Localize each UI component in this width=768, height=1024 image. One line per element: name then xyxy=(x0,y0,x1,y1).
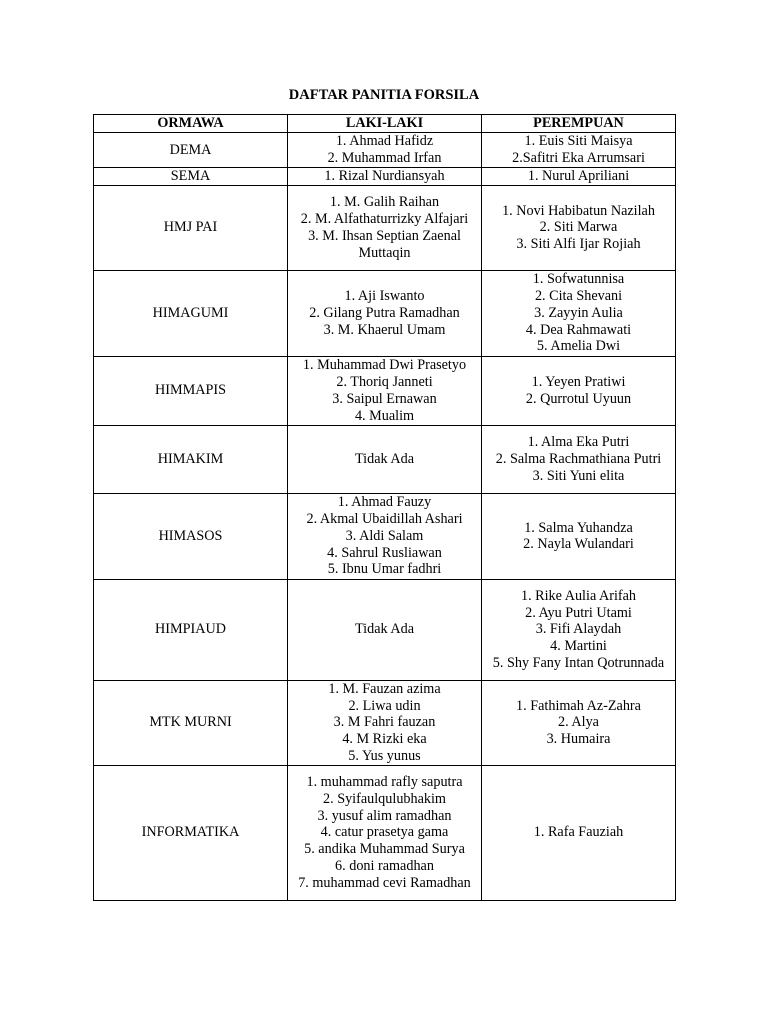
perempuan-cell xyxy=(482,493,676,579)
name-entry: 3. M Fahri fauzan xyxy=(333,714,436,731)
name-entry: 1. Novi Habibatun Nazilah xyxy=(502,202,655,219)
laki-laki-cell xyxy=(288,356,482,425)
ormawa-cell: HIMAGUMI xyxy=(94,270,288,356)
perempuan-cell xyxy=(482,185,676,270)
name-entry: 3. M. Ihsan Septian Zaenal Muttaqin xyxy=(308,227,461,261)
perempuan-cell xyxy=(482,680,676,765)
name-entry: 5. andika Muhammad Surya xyxy=(304,841,465,858)
laki-laki-cell xyxy=(288,765,482,900)
ormawa-cell: MTK MURNI xyxy=(94,680,288,765)
laki-laki-cell xyxy=(288,168,482,186)
name-entry: 1. Rafa Fauziah xyxy=(533,824,624,841)
table-row xyxy=(94,270,676,356)
ormawa-cell: DEMA xyxy=(94,133,288,168)
name-entry: 1. Euis Siti Maisya xyxy=(524,133,633,150)
name-entry: 2. Nayla Wulandari xyxy=(523,536,634,553)
name-entry: 3. Siti Yuni elita xyxy=(532,467,625,484)
name-entry: 3. Saipul Ernawan xyxy=(332,390,437,407)
name-entry: 1. Fathimah Az-Zahra xyxy=(516,697,641,714)
name-entry: 2. Salma Rachmathiana Putri xyxy=(495,450,662,467)
laki-laki-cell xyxy=(288,425,482,493)
name-entry: 1. Ahmad Fauzy xyxy=(337,494,432,511)
perempuan-cell xyxy=(482,168,676,186)
name-entry: 2. Syifaulqulubhakim xyxy=(323,790,446,807)
name-entry: 2. Siti Marwa xyxy=(539,219,618,236)
perempuan-cell xyxy=(482,765,676,900)
table-body xyxy=(94,133,676,901)
table-row xyxy=(94,185,676,270)
name-entry: 2. Liwa udin xyxy=(348,697,421,714)
name-entry: 1. Salma Yuhandza xyxy=(524,519,633,536)
ormawa-cell: HIMPIAUD xyxy=(94,579,288,680)
name-entry: 5. Yus yunus xyxy=(348,747,421,764)
name-entry: 3. yusuf alim ramadhan xyxy=(317,807,452,824)
name-entry: 5. Shy Fany Intan Qotrunnada xyxy=(492,654,665,671)
panitia-table xyxy=(93,114,676,901)
name-entry: 6. doni ramadhan xyxy=(335,857,434,874)
ormawa-cell: INFORMATIKA xyxy=(94,765,288,900)
name-entry: 1. Nurul Apriliani xyxy=(527,168,630,184)
name-entry: 3. Siti Alfi Ijar Rojiah xyxy=(516,236,641,253)
name-entry: 2. Qurrotul Uyuun xyxy=(525,390,632,407)
name-entry: 3. Aldi Salam xyxy=(345,527,424,544)
table-row xyxy=(94,133,676,168)
perempuan-cell xyxy=(482,133,676,168)
name-entry: 1. Rizal Nurdiansyah xyxy=(324,168,445,184)
ormawa-cell: HIMAKIM xyxy=(94,425,288,493)
table-row xyxy=(94,425,676,493)
ormawa-cell: HMJ PAI xyxy=(94,185,288,270)
perempuan-cell xyxy=(482,425,676,493)
name-entry: 1. Yeyen Pratiwi xyxy=(531,374,626,390)
name-entry: 2. Cita Shevani xyxy=(534,288,623,305)
name-entry: 5. Amelia Dwi xyxy=(536,338,621,355)
name-entry: 3. Humaira xyxy=(546,731,611,748)
laki-laki-cell xyxy=(288,680,482,765)
name-entry: 2. Muhammad Irfan xyxy=(327,150,442,166)
name-entry: 2. Thoriq Janneti xyxy=(336,374,433,390)
name-entry: 2. M. Alfathaturrizky Alfajari xyxy=(300,211,469,227)
header-ormawa: ORMAWA xyxy=(94,115,288,133)
perempuan-cell xyxy=(482,356,676,425)
name-entry: 7. muhammad cevi Ramadhan xyxy=(298,874,471,891)
name-entry: 2. Ayu Putri Utami xyxy=(525,604,632,621)
laki-laki-cell xyxy=(288,133,482,168)
document-title: DAFTAR PANITIA FORSILA xyxy=(288,87,480,103)
header-laki-laki: LAKI-LAKI xyxy=(288,115,482,133)
header-perempuan: PEREMPUAN xyxy=(482,115,676,133)
name-entry: 4. Martini xyxy=(550,638,607,655)
name-entry: 1. Ahmad Hafidz xyxy=(335,133,434,150)
name-entry: 1. M. Fauzan azima xyxy=(328,680,441,697)
name-entry: 4. catur prasetya gama xyxy=(320,824,449,841)
name-entry: 1. muhammad rafly saputra xyxy=(306,774,463,790)
name-entry: 4. Mualim xyxy=(354,407,415,424)
table-header-row xyxy=(94,115,676,133)
name-entry: 3. Fifi Alaydah xyxy=(535,621,622,638)
name-entry: 1. Aji Iswanto xyxy=(344,288,425,305)
name-entry: Tidak Ada xyxy=(355,450,414,467)
name-entry: 1. Alma Eka Putri xyxy=(527,434,630,451)
laki-laki-cell xyxy=(288,493,482,579)
table-row xyxy=(94,493,676,579)
laki-laki-cell xyxy=(288,185,482,270)
table-row xyxy=(94,680,676,765)
name-entry: 2. Gilang Putra Ramadhan xyxy=(309,304,460,321)
perempuan-cell xyxy=(482,270,676,356)
table-row xyxy=(94,579,676,680)
table-row xyxy=(94,765,676,900)
name-entry: 1. Muhammad Dwi Prasetyo xyxy=(302,357,467,374)
perempuan-cell xyxy=(482,579,676,680)
name-entry: 1. M. Galih Raihan xyxy=(329,194,440,211)
name-entry: 1. Sofwatunnisa xyxy=(532,271,625,288)
name-entry: 2.Safitri Eka Arrumsari xyxy=(512,150,645,166)
name-entry: 2. Alya xyxy=(558,714,599,731)
name-entry: 3. M. Khaerul Umam xyxy=(323,321,446,338)
ormawa-cell: SEMA xyxy=(94,168,288,186)
ormawa-cell: HIMMAPIS xyxy=(94,356,288,425)
name-entry: 4. Dea Rahmawati xyxy=(525,321,632,338)
table-row xyxy=(94,168,676,186)
name-entry: Tidak Ada xyxy=(355,621,414,638)
name-entry: 2. Akmal Ubaidillah Ashari xyxy=(306,511,463,528)
name-entry: 4. M Rizki eka xyxy=(342,731,427,748)
name-entry: 3. Zayyin Aulia xyxy=(534,304,623,321)
table-row xyxy=(94,356,676,425)
name-entry: 4. Sahrul Rusliawan xyxy=(327,544,442,561)
name-entry: 1. Rike Aulia Arifah xyxy=(520,587,637,604)
laki-laki-cell xyxy=(288,270,482,356)
laki-laki-cell xyxy=(288,579,482,680)
name-entry: 5. Ibnu Umar fadhri xyxy=(327,561,442,578)
ormawa-cell: HIMASOS xyxy=(94,493,288,579)
